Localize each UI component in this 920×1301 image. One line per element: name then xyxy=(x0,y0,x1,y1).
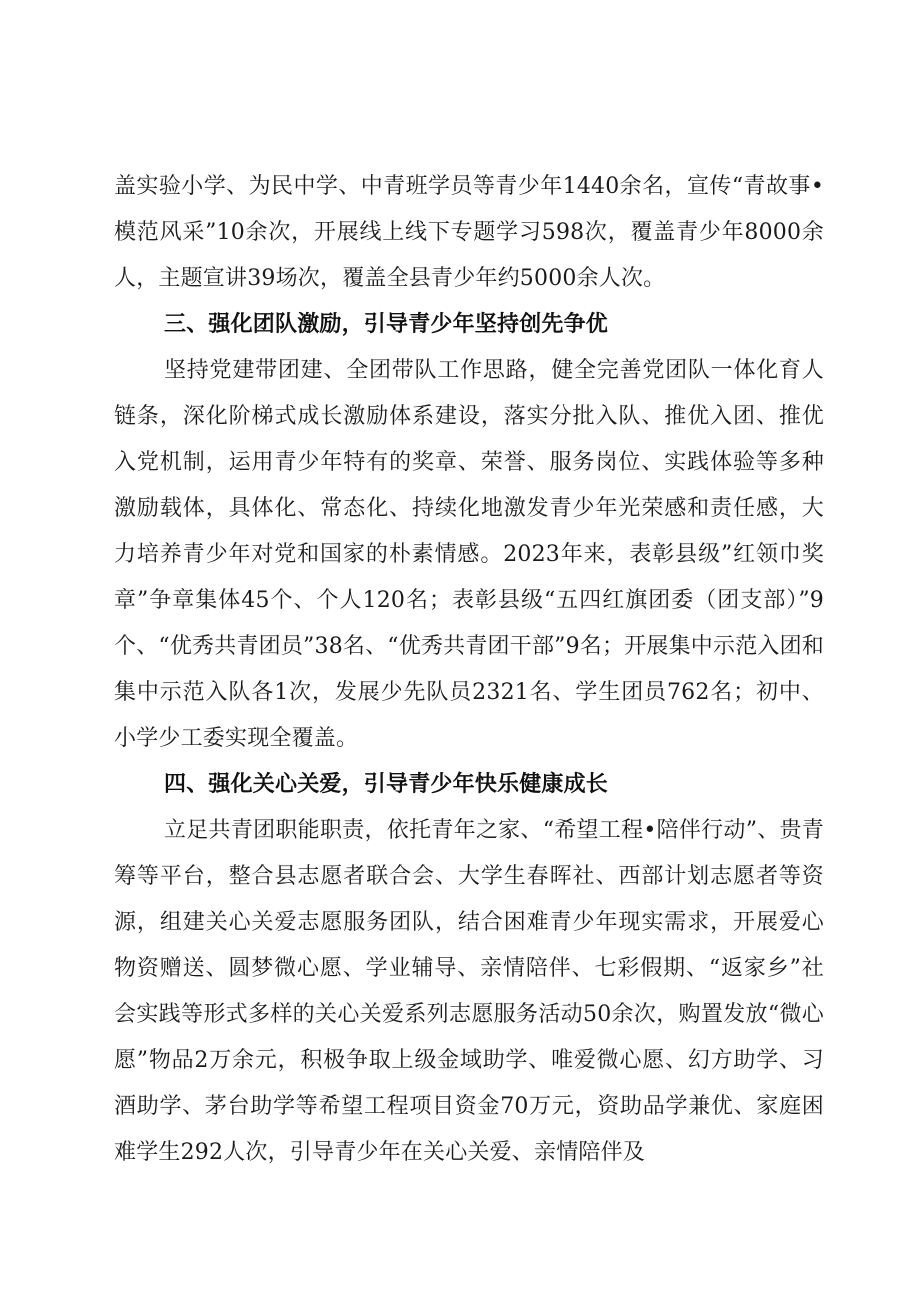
paragraph-continuation: 盖实验小学、为民中学、中青班学员等青少年1440余名，宣传“青故事•模范风采”10余次，开展线上线下专题学习598次，覆盖青少年8000余人，主题宣讲39场次，覆盖全县青少年约5000余人次。 xyxy=(114,174,824,291)
section-heading-4: 四、强化关心关爱，引导青少年快乐健康成长 xyxy=(164,772,609,797)
document-body xyxy=(114,164,824,1176)
paragraph-team-incentives: 坚持党建带团建、全团带队工作思路，健全完善党团队一体化育人链条，深化阶梯式成长激励体系建设，落实分批入队、推优入团、推优入党机制，运用青少年特有的奖章、荣誉、服务岗位、实践体验等多种激励载体，具体化、常态化、持续化地激发青少年光荣感和责任感，大力培养青少年对党和国家的朴素情感。2023年来，表彰县级”红领巾奖章”争章集体45个、个人120名；表彰县级“五四红旗团委（团支部）”9个、“优秀共青团员”38名、“优秀共青团干部”9名；开展集中示范入团和集中示范入队各1次，发展少先队员2321名、学生团员762名；初中、小学少工委实现全覆盖。 xyxy=(114,358,824,751)
section-heading-3: 三、强化团队激励，引导青少年坚持创先争优 xyxy=(164,312,609,337)
paragraph-care-support: 立足共青团职能职责，依托青年之家、“希望工程•陪伴行动”、贵青筹等平台，整合县志愿者联合会、大学生春晖社、西部计划志愿者等资源，组建关心关爱志愿服务团队，结合困难青少年现实需求，开展爱心物资赠送、圆梦微心愿、学业辅导、亲情陪伴、七彩假期、“返家乡”社会实践等形式多样的关心关爱系列志愿服务活动50余次，购置发放“微心愿”物品2万余元，积极争取上级金域助学、唯爱微心愿、幻方助学、习酒助学、茅台助学等希望工程项目资金70万元，资助品学兼优、家庭困难学生292人次，引导青少年在关心关爱、亲情陪伴及 xyxy=(114,818,824,1165)
